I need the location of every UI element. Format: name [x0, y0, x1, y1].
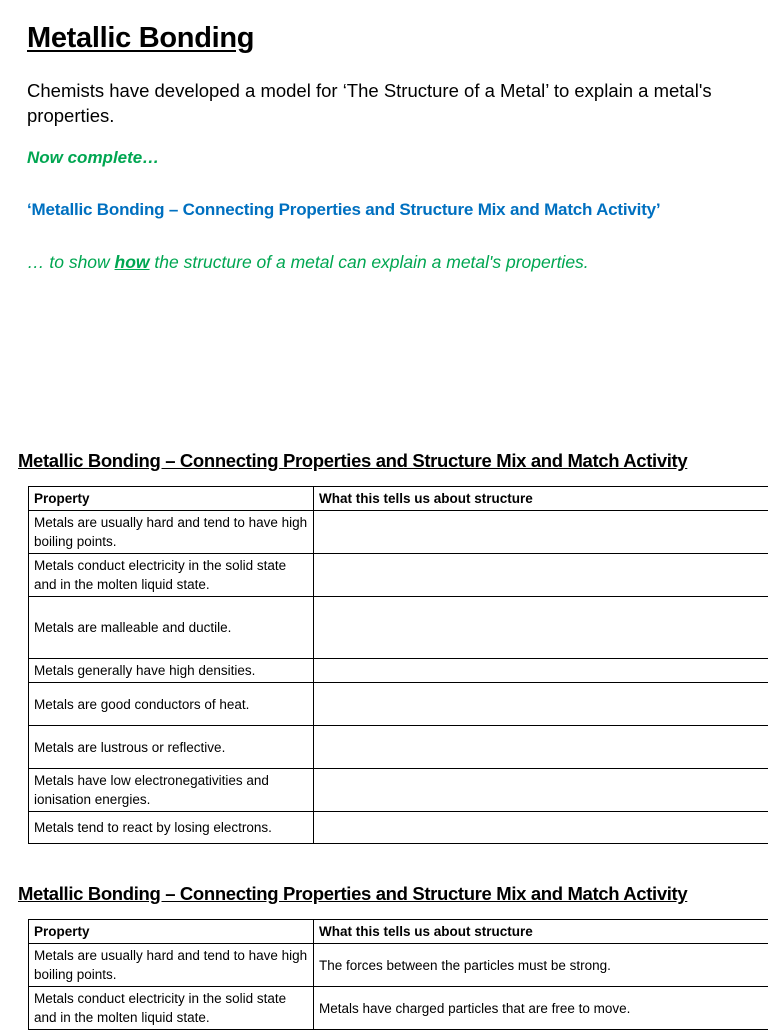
table2-heading: Metallic Bonding – Connecting Properties and Structure Mix and Match Activity	[18, 883, 758, 905]
property-cell: Metals conduct electricity in the solid state and in the molten liquid state.	[29, 987, 314, 1030]
table-row	[29, 597, 768, 659]
property-cell: Metals are malleable and ductile.	[29, 597, 314, 659]
instruction-emphasis: how	[115, 252, 150, 272]
property-cell: Metals generally have high densities.	[29, 659, 314, 683]
property-cell: Metals tend to react by losing electrons.	[29, 812, 314, 844]
structure-cell: Metals have charged particles that are free to move.	[314, 987, 768, 1030]
structure-cell[interactable]	[314, 554, 768, 597]
col-header-structure: What this tells us about structure	[314, 487, 768, 511]
table-row	[29, 812, 768, 844]
structure-cell: The forces between the particles must be strong.	[314, 944, 768, 987]
structure-cell[interactable]	[314, 511, 768, 554]
instruction-prefix: … to show	[27, 252, 115, 272]
table-header-row	[29, 487, 768, 511]
page-title: Metallic Bonding	[27, 22, 254, 55]
activity-name: ‘Metallic Bonding – Connecting Properties and Structure Mix and Match Activity’	[27, 200, 660, 220]
property-cell: Metals are lustrous or reflective.	[29, 726, 314, 769]
structure-cell[interactable]	[314, 812, 768, 844]
table-header-row	[29, 920, 768, 944]
table1-heading: Metallic Bonding – Connecting Properties and Structure Mix and Match Activity	[18, 450, 758, 472]
structure-cell[interactable]	[314, 769, 768, 812]
structure-cell[interactable]	[314, 683, 768, 726]
now-complete-prompt: Now complete…	[27, 148, 159, 168]
col-header-structure: What this tells us about structure	[314, 920, 768, 944]
property-cell: Metals are usually hard and tend to have high boiling points.	[29, 944, 314, 987]
table-row	[29, 944, 768, 987]
table-row	[29, 683, 768, 726]
col-header-property: Property	[29, 920, 314, 944]
intro-paragraph: Chemists have developed a model for ‘The Structure of a Metal’ to explain a metal's properties.	[27, 78, 727, 128]
table-row	[29, 769, 768, 812]
property-cell: Metals have low electronegativities and ionisation energies.	[29, 769, 314, 812]
table-row	[29, 554, 768, 597]
property-cell: Metals conduct electricity in the solid state and in the molten liquid state.	[29, 554, 314, 597]
table-row	[29, 987, 768, 1030]
structure-cell[interactable]	[314, 726, 768, 769]
table1-worksheet	[28, 486, 768, 844]
instruction-line	[27, 252, 589, 273]
table-row	[29, 726, 768, 769]
table-row	[29, 659, 768, 683]
structure-cell[interactable]	[314, 597, 768, 659]
property-cell: Metals are good conductors of heat.	[29, 683, 314, 726]
col-header-property: Property	[29, 487, 314, 511]
instruction-suffix: the structure of a metal can explain a metal's properties.	[150, 252, 589, 272]
structure-cell[interactable]	[314, 659, 768, 683]
property-cell: Metals are usually hard and tend to have high boiling points.	[29, 511, 314, 554]
table-row	[29, 511, 768, 554]
table2-answers	[28, 919, 768, 1030]
